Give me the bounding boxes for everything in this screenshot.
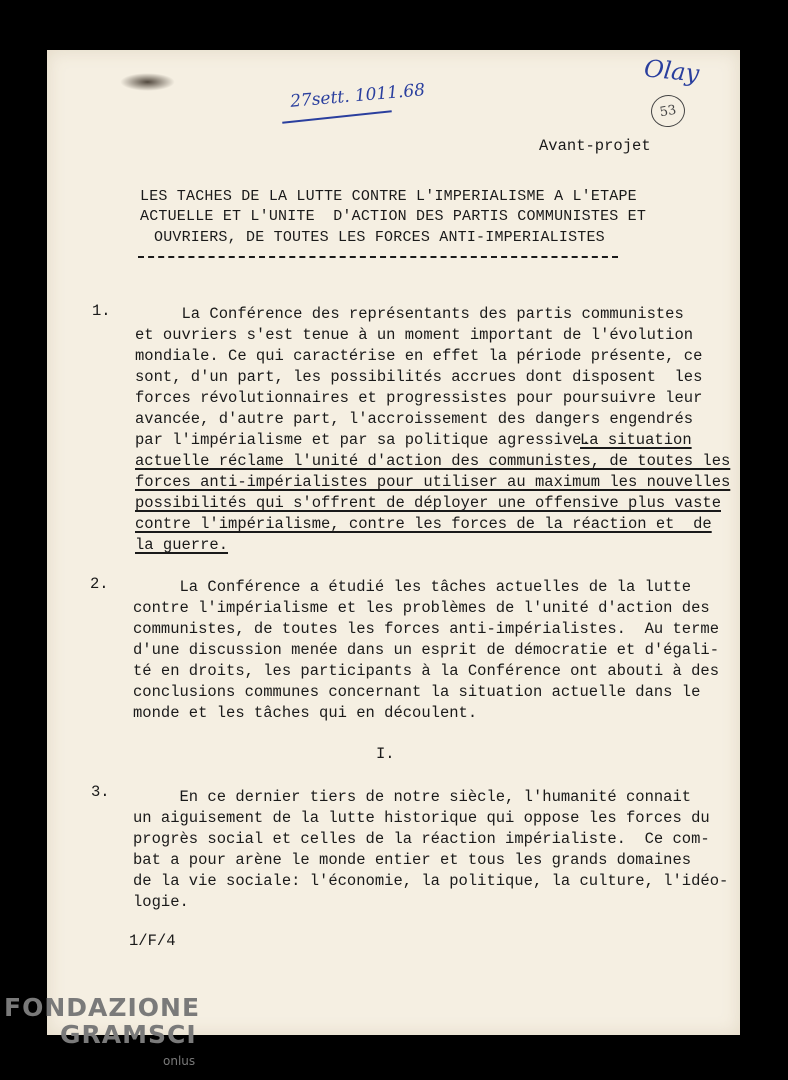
document-label: Avant-projet — [539, 137, 651, 155]
circled-number: 53 — [648, 92, 687, 129]
title-line: ACTUELLE ET L'UNITE D'ACTION DES PARTIS COMMUNISTES ET — [140, 208, 647, 225]
paragraph-line: un aiguisement de la lutte historique qui oppose les forces du — [133, 809, 710, 827]
title-divider — [138, 256, 618, 258]
paragraph-line: de la vie sociale: l'économie, la politique, la culture, l'idéo- — [133, 872, 729, 890]
paragraph-line: La Conférence a étudié les tâches actuelles de la lutte — [133, 578, 692, 596]
paragraph-line: progrès social et celles de la réaction impérialiste. Ce com- — [133, 830, 710, 848]
underlined-text: La situation — [580, 431, 692, 449]
paragraph-line: d'une discussion menée dans un esprit de démocratie et d'égali- — [133, 641, 719, 659]
paragraph-line: contre l'impérialisme et les problèmes de l'unité d'action des — [133, 599, 710, 617]
paragraph-line: La Conférence des représentants des partis communistes — [135, 305, 684, 323]
title-line: LES TACHES DE LA LUTTE CONTRE L'IMPERIALISME A L'ETAPE — [140, 188, 637, 205]
paragraph-line: sont, d'un part, les possibilités accrues dont disposent les — [135, 368, 703, 386]
paragraph-line: monde et les tâches qui en découlent. — [133, 704, 478, 722]
paragraph-line: avancée, d'autre part, l'accroissement des dangers engendrés — [135, 410, 694, 428]
watermark-sub: onlus — [163, 1054, 196, 1068]
paragraph-line: forces révolutionnaires et progressistes pour poursuivre leur — [135, 389, 703, 407]
paragraph-line: et ouvriers s'est tenue à un moment important de l'évolution — [135, 326, 694, 344]
paragraph-line: par l'impérialisme et par sa politique agressive. — [135, 431, 591, 449]
handwritten-date: 27sett. 1011.68 — [289, 80, 426, 112]
document-reference: 1/F/4 — [129, 932, 176, 950]
watermark-line1: FONDAZIONE — [4, 993, 201, 1022]
section-heading: I. — [376, 745, 395, 763]
paragraph-line: communistes, de toutes les forces anti-impérialistes. Au terme — [133, 620, 719, 638]
paragraph-line: té en droits, les participants à la Conférence ont abouti à des — [133, 662, 719, 680]
title-line: OUVRIERS, DE TOUTES LES FORCES ANTI-IMPERIALISTES — [154, 229, 605, 246]
paragraph-line: bat a pour arène le monde entier et tous les grands domaines — [133, 851, 692, 869]
paragraph-line: logie. — [133, 893, 189, 911]
underlined-line: contre l'impérialisme, contre les forces de la réaction et de — [135, 515, 712, 533]
underlined-line: actuelle réclame l'unité d'action des communistes, de toutes les — [135, 452, 731, 470]
watermark-line2: GRAMSCI — [60, 1020, 197, 1049]
paragraph-line: conclusions communes concernant la situation actuelle dans le — [133, 683, 701, 701]
paragraph-number: 2. — [90, 575, 109, 593]
paragraph-line: En ce dernier tiers de notre siècle, l'humanité connait — [133, 788, 692, 806]
watermark-logo — [4, 994, 200, 1048]
underlined-line: possibilités qui s'offrent de déployer une offensive plus vaste — [135, 494, 721, 512]
handwritten-name: Olay — [642, 54, 701, 88]
underlined-line: forces anti-impérialistes pour utiliser au maximum les nouvelles — [135, 473, 731, 491]
ink-stain — [120, 73, 175, 91]
paragraph-number: 1. — [92, 302, 111, 320]
paragraph-number: 3. — [91, 783, 110, 801]
underlined-line: la guerre. — [135, 536, 229, 554]
paragraph-line: mondiale. Ce qui caractérise en effet la période présente, ce — [135, 347, 703, 365]
